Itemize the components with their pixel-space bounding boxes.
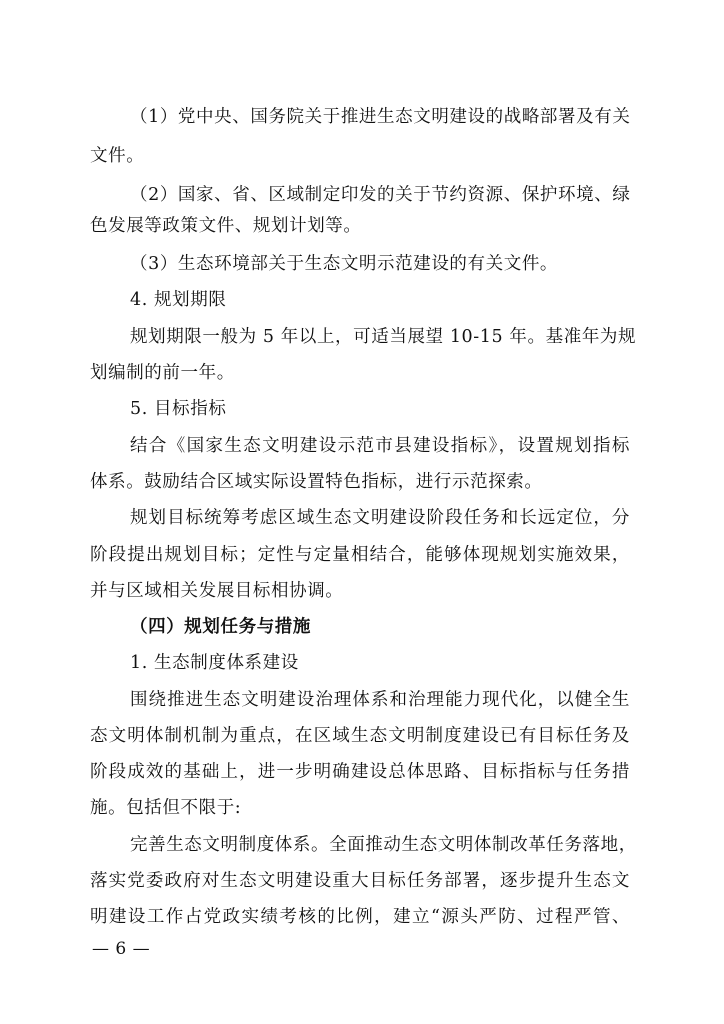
text-line: （2）国家、省、区域制定印发的关于节约资源、保护环境、绿 xyxy=(130,185,631,205)
text-line: 划编制的前一年。 xyxy=(90,363,235,383)
text-line: 围绕推进生态文明建设治理体系和治理能力现代化，以健全生 xyxy=(130,690,630,710)
text-line: （3）生态环境部关于生态文明示范建设的有关文件。 xyxy=(130,254,559,274)
section-heading: （四）规划任务与措施 xyxy=(130,617,311,637)
text-line: 规划目标统筹考虑区域生态文明建设阶段任务和长远定位，分 xyxy=(130,508,630,528)
section-heading: 5. 目标指标 xyxy=(130,399,227,419)
text-line: 阶段提出规划目标；定性与定量相结合，能够体现规划实施效果， xyxy=(90,545,630,565)
text-line: 色发展等政策文件、规划计划等。 xyxy=(90,216,362,236)
page-number: — 6 — xyxy=(92,939,151,959)
text-line: 并与区域相关发展目标相协调。 xyxy=(90,581,344,601)
text-line: 规划期限一般为 5 年以上，可适当展望 10-15 年。基准年为规 xyxy=(130,327,637,347)
text-line: 阶段成效的基础上，进一步明确建设总体思路、目标指标与任务措 xyxy=(90,762,630,782)
text-line: 完善生态文明制度体系。全面推动生态文明体制改革任务落地， xyxy=(130,835,637,855)
text-line: 体系。鼓励结合区域实际设置特色指标，进行示范探索。 xyxy=(90,472,543,492)
text-line: 施。包括但不限于: xyxy=(90,798,242,818)
text-line: 态文明体制机制为重点，在区域生态文明制度建设已有目标任务及 xyxy=(90,726,630,746)
text-line: 明建设工作占党政实绩考核的比例，建立“源头严防、过程严管、 xyxy=(90,907,630,927)
text-line: 文件。 xyxy=(90,146,145,166)
text-line: 落实党委政府对生态文明建设重大目标任务部署，逐步提升生态文 xyxy=(90,871,630,891)
text-line: （1）党中央、国务院关于推进生态文明建设的战略部署及有关 xyxy=(130,107,631,127)
section-heading: 1. 生态制度体系建设 xyxy=(130,653,299,673)
section-heading: 4. 规划期限 xyxy=(130,290,227,310)
text-line: 结合《国家生态文明建设示范市县建设指标》，设置规划指标 xyxy=(130,436,630,456)
